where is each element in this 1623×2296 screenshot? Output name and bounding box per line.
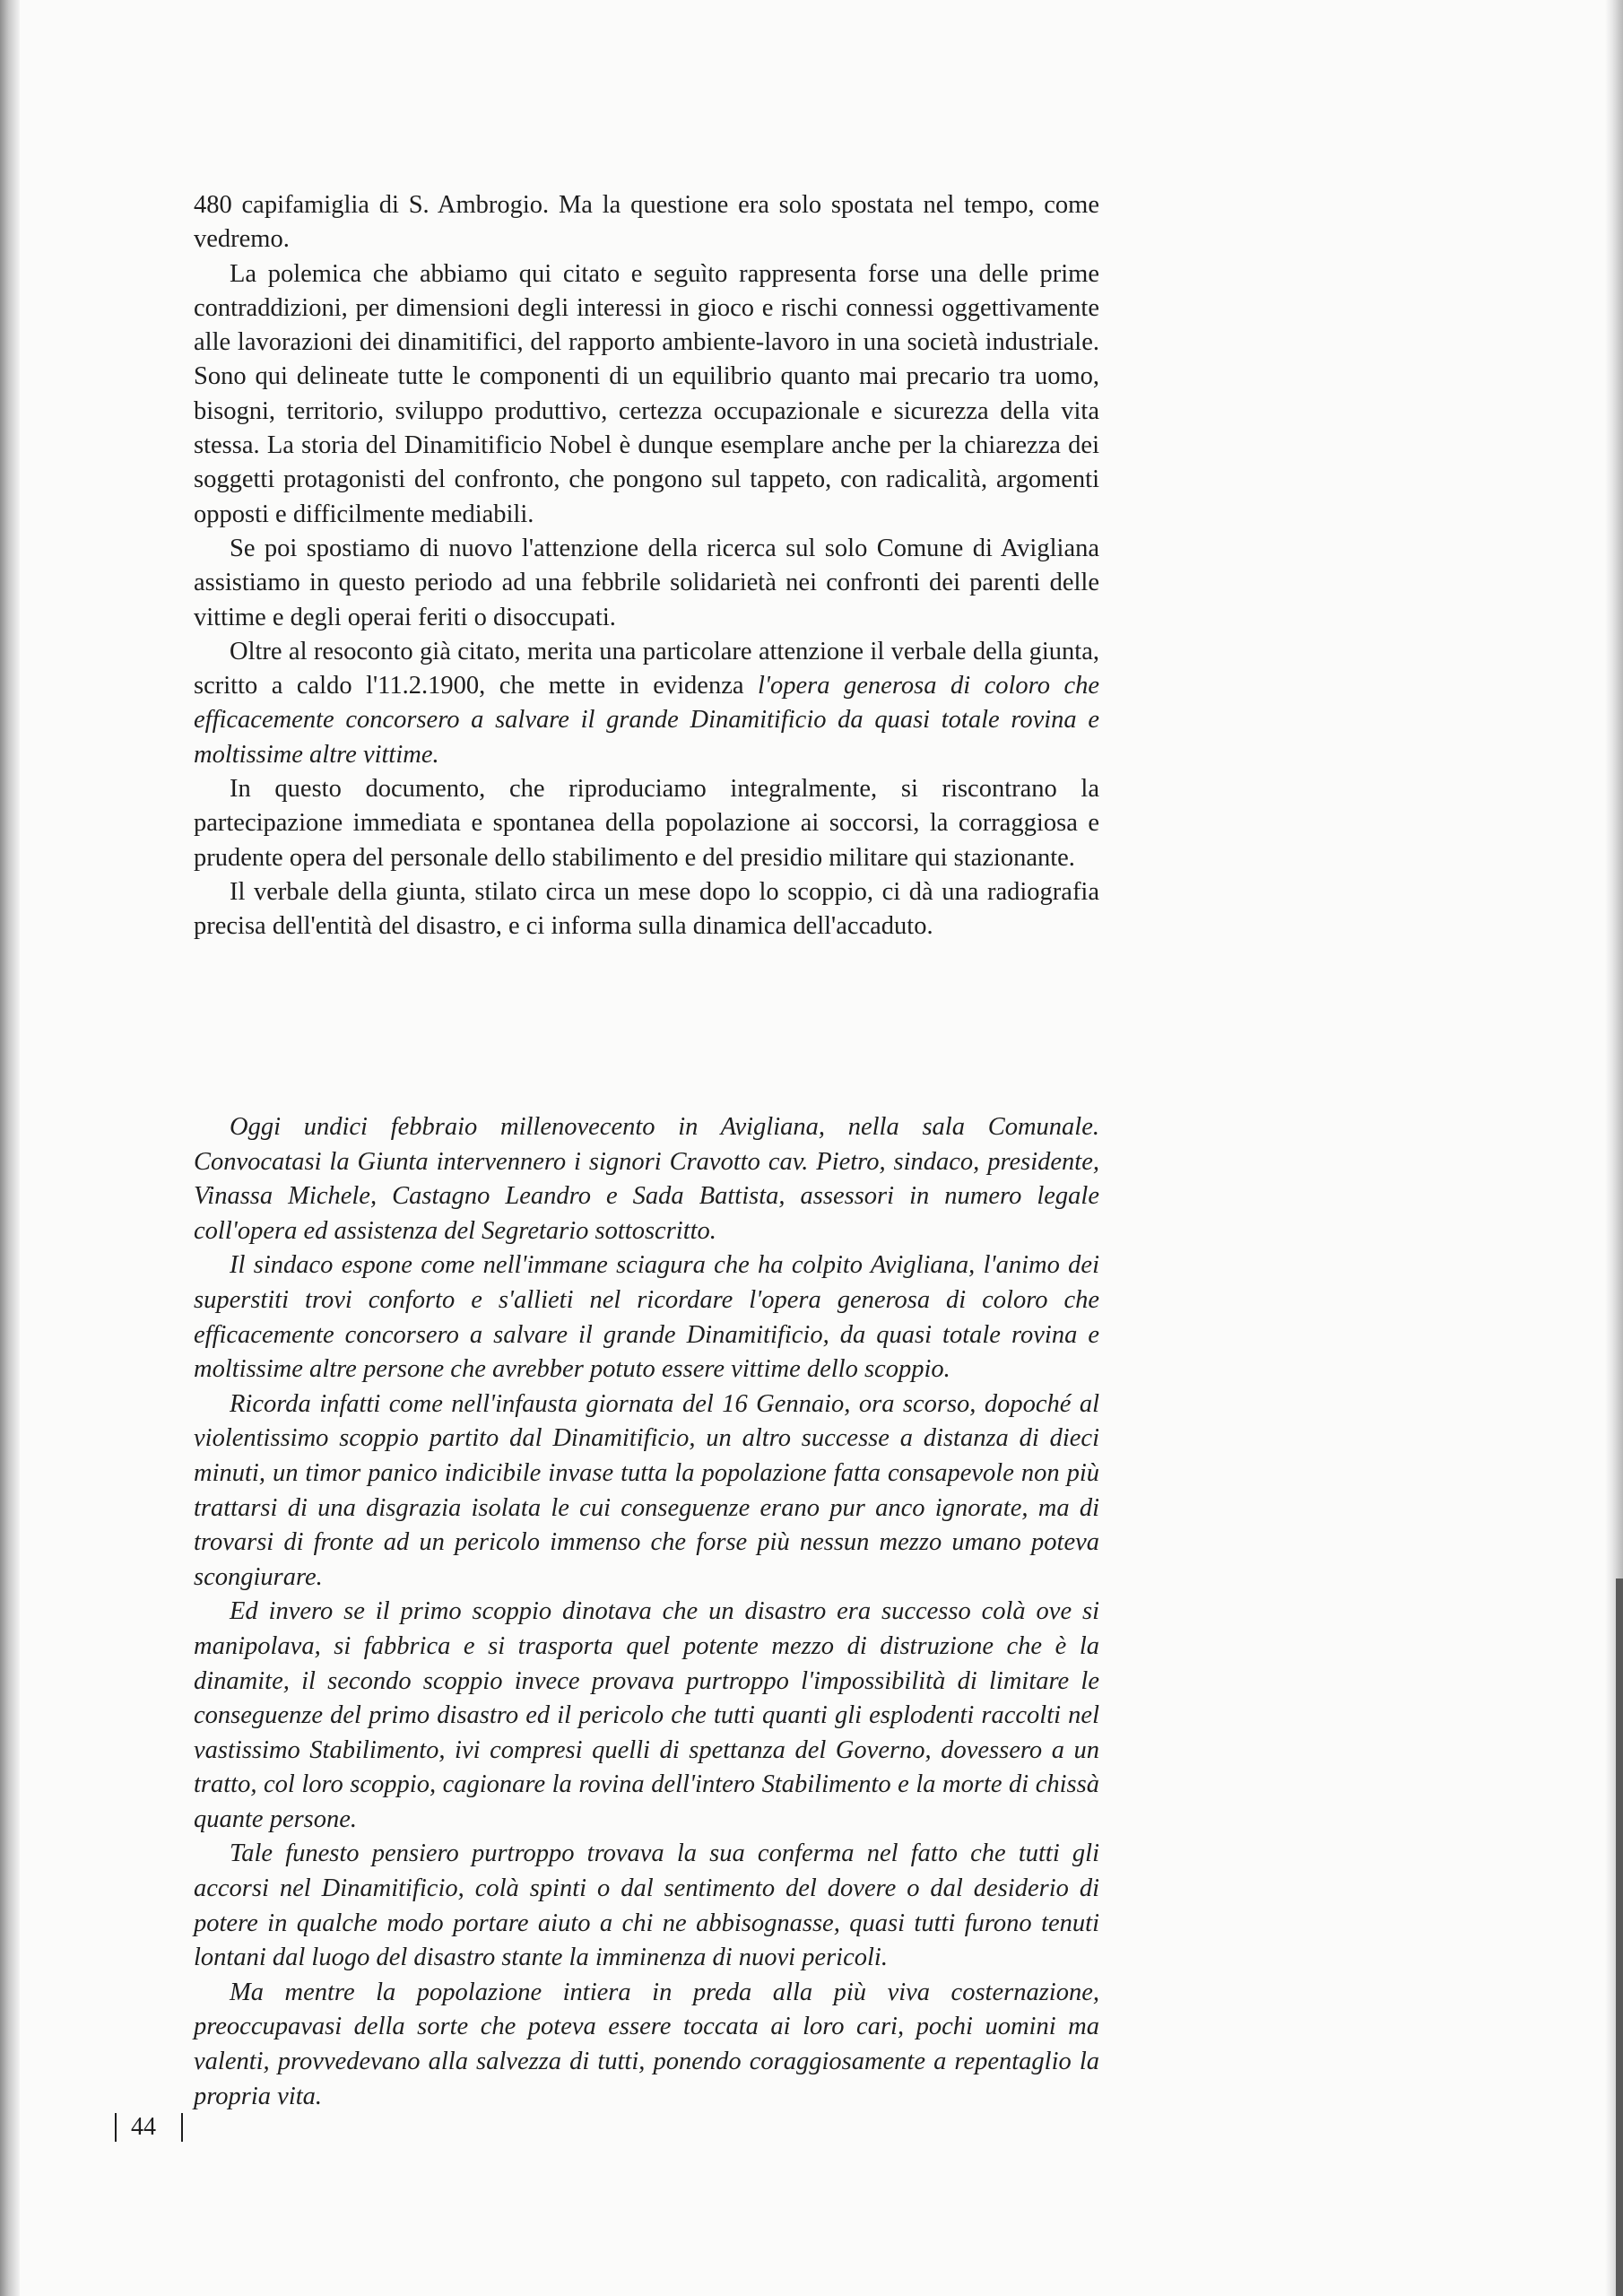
scan-edge-left — [0, 0, 20, 2296]
body-paragraph: Se poi spostiamo di nuovo l'attenzione della ricerca sul solo Comune di Avigliana assistiamo in questo periodo ad una febbrile solidarietà nei confronti dei parenti delle vittime e degli operai feriti o disoccupati. — [194, 534, 1099, 631]
page-number-text: 44 — [131, 2113, 156, 2141]
scan-edge-right-shadow — [1616, 1578, 1623, 2296]
body-text — [194, 188, 1099, 944]
quoted-paragraph: Ed invero se il primo scoppio dinotava che un disastro era successo colà ove si manipolava, si fabbrica e si trasporta quel potente mezzo di distruzione che è la dinamite, il secondo scoppio invece provava purtroppo l'impossibilità di limitare le conseguenze del primo disastro ed il pericolo che tutti quanti gli esplodenti raccolti nel vastissimo Stabilimento, ivi compresi quelli di spettanza del Governo, dovessero a un tratto, col loro scoppio, cagionare la rovina dell'intero Stabilimento e la morte di chissà quante persone. — [194, 1597, 1099, 1833]
body-paragraph-quote: l'opera generosa di coloro che efficacemente concorsero a salvare il grande Dinamitificio da quasi totale rovina e moltissime altre vittime. — [194, 672, 1100, 769]
folio-rule-right — [181, 2113, 183, 2142]
quoted-document — [194, 1110, 1099, 2114]
quoted-paragraph: Il sindaco espone come nell'immane sciagura che ha colpito Avigliana, l'animo dei superstiti trovi conforto e s'allieti nel ricordare l'opera generosa di coloro che efficacemente concorsero a salvare il grande Dinamitificio, da quasi totale rovina e moltissime altre persone che avrebber potuto essere vittime dello scoppio. — [194, 1251, 1099, 1384]
body-paragraph-lead: Oltre al resoconto già citato, merita una particolare attenzione il verbale della giunta, scritto a caldo l'11.2.1900, che mette in evidenza — [194, 637, 1099, 700]
body-paragraph: Il verbale della giunta, stilato circa un mese dopo lo scoppio, ci dà una radiografia precisa dell'entità del disastro, e ci informa sulla dinamica dell'accaduto. — [194, 877, 1099, 941]
body-paragraph: La polemica che abbiamo qui citato e seguìto rappresenta forse una delle prime contraddizioni, per dimensioni degli interessi in gioco e rischi connessi oggettivamente alle lavorazioni dei dinamitifici, del rapporto ambiente-lavoro in una società industriale. Sono qui delineate tutte le componenti di un equilibrio quanto mai precario tra uomo, bisogni, territorio, sviluppo produttivo, certezza occupazionale e sicurezza della vita stessa. La storia del Dinamitificio Nobel è dunque esemplare anche per la chiarezza dei soggetti protagonisti del confronto, che pongono sul tappeto, con radicalità, argomenti opposti e difficilmente mediabili. — [194, 259, 1099, 528]
quoted-paragraph: Ricorda infatti come nell'infausta giornata del 16 Gennaio, ora scorso, dopoché al violentissimo scoppio partito dal Dinamitificio, un altro successe a distanza di dieci minuti, un timor panico indicibile invase tutta la popolazione fatta consapevole non più trattarsi di una disgrazia isolata le cui conseguenze erano pur anco ignorate, ma di trovarsi di fronte ad un pericolo immenso che forse più nessun mezzo umano poteva scongiurare. — [194, 1389, 1099, 1591]
folio-rule-left — [115, 2113, 117, 2142]
body-paragraph — [194, 635, 1099, 772]
body-paragraph: 480 capifamiglia di S. Ambrogio. Ma la questione era solo spostata nel tempo, come vedremo. — [194, 191, 1099, 254]
quoted-paragraph: Ma mentre la popolazione intiera in preda alla più viva costernazione, preoccupavasi della sorte che poteva essere toccata ai loro cari, pochi uomini ma valenti, provvedevano alla salvezza di tutti, ponendo coraggiosamente a repentaglio la propria vita. — [194, 1978, 1099, 2110]
page-number — [115, 2109, 187, 2145]
body-paragraph: In questo documento, che riproduciamo integralmente, si riscontrano la partecipazione immediata e spontanea della popolazione ai soccorsi, la corraggiosa e prudente opera del personale dello stabilimento e del presidio militare qui stazionante. — [194, 775, 1099, 872]
quoted-paragraph: Tale funesto pensiero purtroppo trovava la sua conferma nel fatto che tutti gli accorsi nel Dinamitificio, colà spinti o dal sentimento del dovere o dal desiderio di potere in qualche modo portare aiuto a chi ne abbisognasse, quasi tutti furono tenuti lontani dal luogo del disastro stante la imminenza di nuovi pericoli. — [194, 1839, 1099, 1972]
quoted-paragraph: Oggi undici febbraio millenovecento in Avigliana, nella sala Comunale. Convocatasi la Giunta intervennero i signori Cravotto cav. Pietro, sindaco, presidente, Vinassa Michele, Castagno Leandro e Sada Battista, assessori in numero legale coll'opera ed assistenza del Segretario sottoscritto. — [194, 1113, 1099, 1245]
